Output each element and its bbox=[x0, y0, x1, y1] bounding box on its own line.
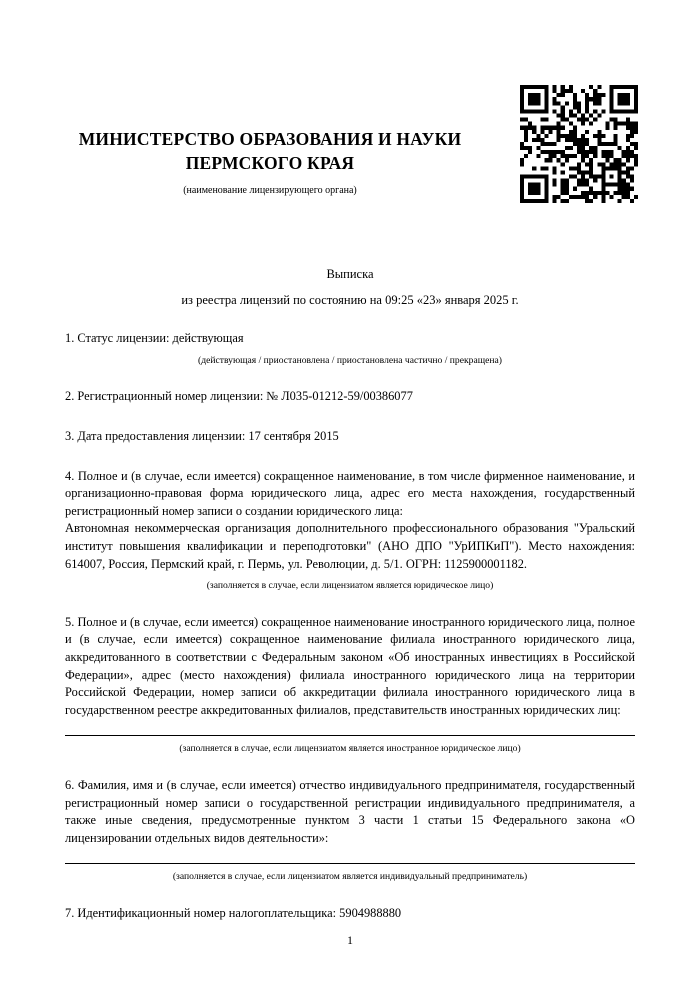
document-header bbox=[65, 0, 475, 197]
qr-code-icon bbox=[520, 85, 638, 203]
section-status-hint: (действующая / приостановлена / приостановлена частично / прекращена) bbox=[198, 354, 502, 366]
section-reg-number-text: 2. Регистрационный номер лицензии: № Л035-01212-59/00386077 bbox=[65, 389, 413, 404]
section-foreign-entity bbox=[65, 614, 635, 755]
section-legal-entity-hint: (заполняется в случае, если лицензиатом является юридическое лицо) bbox=[206, 580, 494, 592]
section-individual-entrepreneur-hint: (заполняется в случае, если лицензиатом является индивидуальный предприниматель) bbox=[172, 871, 528, 883]
section-legal-entity bbox=[65, 468, 635, 592]
section-status-text: 1. Статус лицензии: действующая bbox=[65, 331, 244, 346]
section-individual-entrepreneur-text: 6. Фамилия, имя и (в случае, если имеется) отчество индивидуального предпринимателя, государственный регистрационный номер записи о государственной регистрации индивидуального предпринимателя, а также иные сведения, предусмотренные пунктом 3 части 1 статьи 15 Федерального закона «О лицензировании отдельных видов деятельности»: bbox=[65, 777, 635, 845]
section-legal-entity-text: 4. Полное и (в случае, если имеется) сокращенное наименование, в том числе фирменное наименование, и организационно-правовая форма юридического лица, адрес его места нахождения, государственный регистрационный номер записи о создании юридического лица: bbox=[65, 468, 635, 518]
page-number: 1 bbox=[347, 933, 353, 947]
section-grant-date bbox=[65, 428, 635, 446]
section-legal-entity-value: Автономная некоммерческая организация дополнительного профессионального образования "Уральский институт повышения квалификации и переподготовки" (АНО ДПО "УрИПКиП"). Место нахождения: 614007, Россия, Пермский край, г. Пермь, ул. Революции, д. 5/1. ОГРН: 1125900001182. bbox=[65, 521, 635, 571]
section-foreign-entity-fill-line bbox=[65, 735, 635, 736]
section-status bbox=[65, 330, 635, 366]
section-foreign-entity-hint: (заполняется в случае, если лицензиатом является иностранное юридическое лицо) bbox=[179, 743, 521, 755]
section-grant-date-text: 3. Дата предоставления лицензии: 17 сентября 2015 bbox=[65, 428, 339, 443]
section-individual-entrepreneur bbox=[65, 777, 635, 883]
section-taxpayer-number bbox=[65, 905, 635, 923]
document-subtitle: из реестра лицензий по состоянию на 09:25 «23» января 2025 г. bbox=[181, 293, 519, 308]
section-individual-entrepreneur-fill-line bbox=[65, 863, 635, 864]
page-title: МИНИСТЕРСТВО ОБРАЗОВАНИЯ И НАУКИ ПЕРМСКОГО КРАЯ bbox=[78, 129, 462, 173]
section-reg-number bbox=[65, 388, 635, 406]
section-taxpayer-number-text: 7. Идентификационный номер налогоплательщика: 5904988880 bbox=[65, 905, 402, 920]
document-type: Выписка bbox=[326, 267, 374, 282]
section-foreign-entity-text: 5. Полное и (в случае, если имеется) сокращенное наименование иностранного юридического лица, полное и (в случае, если имеется) сокращенное наименование филиала иностранного юридического лица, аккредитованного в соответствии с Федеральным законом «Об иностранных инвестициях в Российской Федерации», адрес (место нахождения) филиала иностранного юридического лица на территории Российской Федерации, номер записи об аккредитации филиала иностранного юридического лица в государственном реестре аккредитованных филиалов, представительств иностранных юридических лиц: bbox=[65, 614, 635, 717]
qr-code-canvas bbox=[520, 85, 638, 203]
organization-caption: (наименование лицензирующего органа) bbox=[183, 185, 357, 197]
